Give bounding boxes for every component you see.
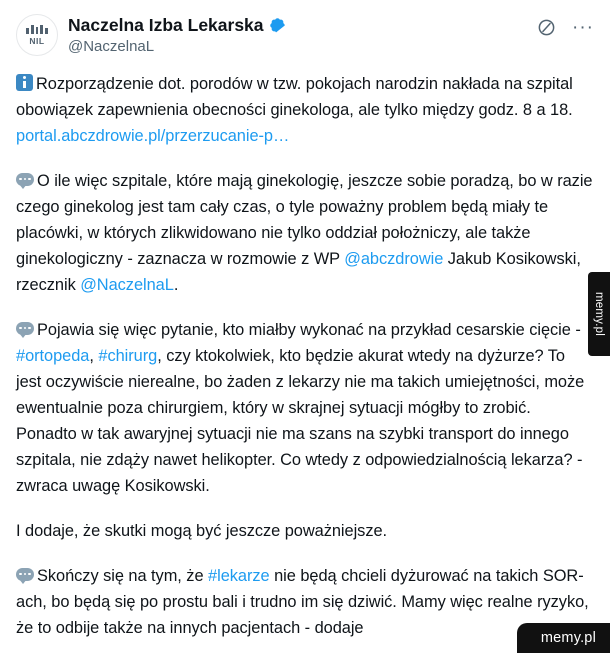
paragraph-3 <box>16 317 594 499</box>
paragraph-2-text-a: O ile więc szpitale, które mają ginekologię, jeszcze sobie poradzą, bo w razie czego ginekolog jest tam cały czas, o tyle poważny problem będą miały te placówki, w których zlikwidowano nie tylko oddział położniczy, ale także ginekologiczny - zaznacza w rozmowie z WP <box>16 171 593 268</box>
paragraph-1 <box>16 71 594 149</box>
paragraph-5-text-a: Skończy się na tym, że <box>37 566 209 585</box>
paragraph-2-text-b: Jakub Kosikowski, rzecznik <box>16 249 581 294</box>
speech-balloon-emoji <box>16 322 34 337</box>
paragraph-3-text-c: , czy ktokolwiek, kto będzie akurat wtedy na dyżurze? To jest oczywiście nierealne, bo żaden z lekarzy nie ma takich umiejętności, może ewentualnie poza chirurgiem, który w skrajnej sytuacji mógłby to zrobić. Ponadto w tak awaryjnej sytuacji nie ma szans na szybki transport do innego szpitala, nie zdąży nawet helikopter. Co wtedy z odpowiedzialnością lekarza? - zwraca uwagę Kosikowski. <box>16 346 585 495</box>
side-watermark <box>588 272 610 356</box>
side-watermark-label: memy.pl <box>593 292 605 336</box>
tweet-text <box>16 71 594 641</box>
article-link[interactable]: portal.abczdrowie.pl/przerzucanie-p… <box>16 126 290 145</box>
paragraph-3-text-b: , <box>89 346 99 365</box>
speech-balloon-emoji <box>16 568 34 583</box>
analytics-icon[interactable] <box>537 18 556 37</box>
more-options-icon[interactable]: ··· <box>572 16 594 38</box>
avatar-label: NIL <box>29 35 45 46</box>
avatar-logo <box>19 17 55 53</box>
account-names <box>68 14 527 57</box>
display-name-row <box>68 15 527 37</box>
corner-watermark: memy.pl <box>517 623 610 653</box>
avatar[interactable] <box>16 14 58 56</box>
paragraph-3-text-a: Pojawia się więc pytanie, kto miałby wykonać na przykład cesarskie cięcie - <box>37 320 581 339</box>
tweet-header <box>16 12 594 57</box>
display-name[interactable]: Naczelna Izba Lekarska <box>68 15 264 35</box>
paragraph-5-text-b: nie będą chcieli dyżurować na takich SOR-ach, bo będą się po prostu bali i trudno im się dziwić. Mamy więc realne ryzyko, że to odbije także na innych pacjentach - dodaje <box>16 566 589 637</box>
hashtag-ortopeda[interactable]: #ortopeda <box>16 346 90 365</box>
information-emoji <box>16 74 33 91</box>
hashtag-chirurg[interactable]: #chirurg <box>98 346 158 365</box>
paragraph-4: I dodaje, że skutki mogą być jeszcze poważniejsze. <box>16 521 388 540</box>
header-actions <box>537 14 594 37</box>
paragraph-1-text: Rozporządzenie dot. porodów w tzw. pokojach narodzin nakłada na szpital obowiązek zapewnienia obecności ginekologa, ale tylko między godz. 8 a 18. <box>16 74 573 119</box>
mention-naczelnal[interactable]: @NaczelnaL <box>80 275 174 294</box>
hashtag-lekarze[interactable]: #lekarze <box>208 566 270 585</box>
paragraph-5 <box>16 563 594 641</box>
mention-abczdrowie[interactable]: @abczdrowie <box>344 249 444 268</box>
paragraph-2-text-c: . <box>173 275 179 294</box>
paragraph-2 <box>16 168 594 298</box>
verified-badge-icon <box>269 17 286 34</box>
account-handle[interactable]: @NaczelnaL <box>68 37 155 55</box>
avatar-bars-icon <box>26 25 48 34</box>
speech-balloon-emoji <box>16 173 34 188</box>
